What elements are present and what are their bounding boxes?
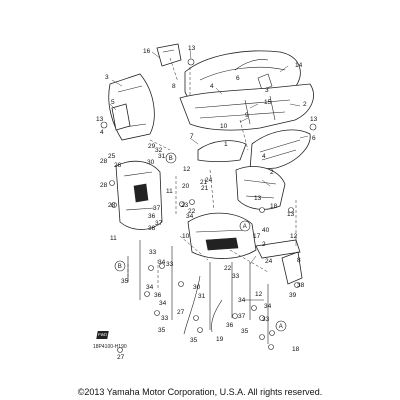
callout-20: 20 [182, 183, 190, 190]
callout-23: 23 [181, 202, 189, 209]
callout-31: 31 [158, 153, 166, 160]
callout-40: 40 [262, 227, 270, 234]
callout-24: 24 [205, 177, 213, 184]
callout-17: 17 [253, 233, 261, 240]
callout-7: 7 [190, 133, 194, 140]
callout-36: 36 [154, 292, 162, 299]
callout-26: 26 [114, 162, 122, 169]
callout-11: 11 [110, 235, 117, 242]
side-guard [198, 141, 246, 162]
callout-4: 4 [262, 153, 266, 160]
callout-12: 12 [183, 166, 191, 173]
callout-34: 34 [186, 213, 194, 220]
callout-37: 37 [153, 205, 161, 212]
callout-16: 16 [143, 48, 151, 55]
callout-22: 22 [188, 208, 196, 215]
callout-13: 13 [310, 116, 318, 123]
callout-34: 34 [146, 284, 154, 291]
connector-label: A [278, 324, 283, 331]
callout-30: 30 [147, 159, 155, 166]
callout-1: 1 [224, 141, 228, 148]
callout-30: 30 [193, 284, 201, 291]
callout-8: 8 [172, 83, 176, 90]
callout-3: 3 [265, 87, 269, 94]
right-rear-piece [250, 130, 310, 170]
callout-31: 31 [198, 293, 206, 300]
callout-33: 33 [262, 316, 270, 323]
callout-35: 35 [190, 337, 198, 344]
callout-12: 12 [255, 291, 263, 298]
connector-label: B [117, 264, 122, 271]
callout-11: 11 [166, 188, 173, 195]
connector-label: A [242, 224, 247, 231]
callout-35: 35 [241, 328, 249, 335]
callout-28: 28 [100, 158, 108, 165]
callout-27: 27 [177, 309, 185, 316]
callout-34: 34 [264, 303, 272, 310]
right-side-panel [236, 166, 285, 209]
callout-28: 28 [108, 202, 116, 209]
copyright-notice: ©2013 Yamaha Motor Corporation, U.S.A. All rights reserved. [77, 387, 323, 397]
callout-5: 5 [111, 99, 115, 106]
callout-4: 4 [210, 83, 214, 90]
callout-4: 4 [100, 129, 104, 136]
callout-14: 14 [295, 62, 303, 69]
callout-38: 38 [148, 225, 156, 232]
callout-18: 18 [292, 346, 300, 353]
callout-8: 8 [297, 257, 301, 264]
callout-25: 25 [108, 153, 116, 160]
callout-29: 29 [148, 143, 156, 150]
callout-34: 34 [238, 297, 246, 304]
callout-33: 33 [161, 315, 169, 322]
callout-6: 6 [236, 75, 240, 82]
front-direction-icon: FWD [97, 332, 108, 337]
callout-2: 2 [303, 101, 307, 108]
callout-36: 36 [226, 322, 234, 329]
reference-code: 18P4100-H190 [93, 344, 127, 350]
callout-18: 18 [270, 203, 278, 210]
callout-38: 38 [297, 282, 305, 289]
callout-13: 13 [287, 211, 295, 218]
connector-label: B [168, 156, 173, 163]
callout-33: 33 [232, 273, 240, 280]
callout-28: 28 [100, 182, 108, 189]
center-cowl [188, 213, 256, 258]
callout-2: 2 [262, 241, 266, 248]
callout-22: 22 [224, 265, 232, 272]
callout-6: 6 [312, 135, 316, 142]
callout-35: 35 [158, 327, 166, 334]
callout-21: 21 [200, 179, 208, 186]
callout-10: 10 [220, 123, 228, 130]
callout-9: 9 [245, 112, 249, 119]
callout-37: 37 [155, 220, 163, 227]
callout-15: 15 [264, 99, 272, 106]
callout-10: 10 [182, 233, 190, 240]
callout-39: 39 [289, 292, 297, 299]
callout-24: 24 [265, 258, 273, 265]
callout-37: 37 [238, 313, 246, 320]
callout-19: 19 [216, 336, 224, 343]
callout-12: 12 [290, 233, 298, 240]
callout-27: 27 [117, 354, 125, 361]
callout-13: 13 [188, 45, 196, 52]
callout-2: 2 [270, 169, 274, 176]
callout-3: 3 [105, 74, 109, 81]
small-panel-16 [157, 44, 181, 66]
callout-13: 13 [254, 195, 262, 202]
callout-13: 13 [96, 116, 104, 123]
callout-32: 32 [155, 147, 163, 154]
callout-34: 34 [158, 259, 166, 266]
callout-33: 33 [149, 249, 157, 256]
callout-35: 35 [121, 278, 129, 285]
callout-21: 21 [201, 185, 209, 192]
callout-36: 36 [148, 213, 156, 220]
callout-34: 34 [159, 300, 167, 307]
callout-33: 33 [166, 261, 174, 268]
